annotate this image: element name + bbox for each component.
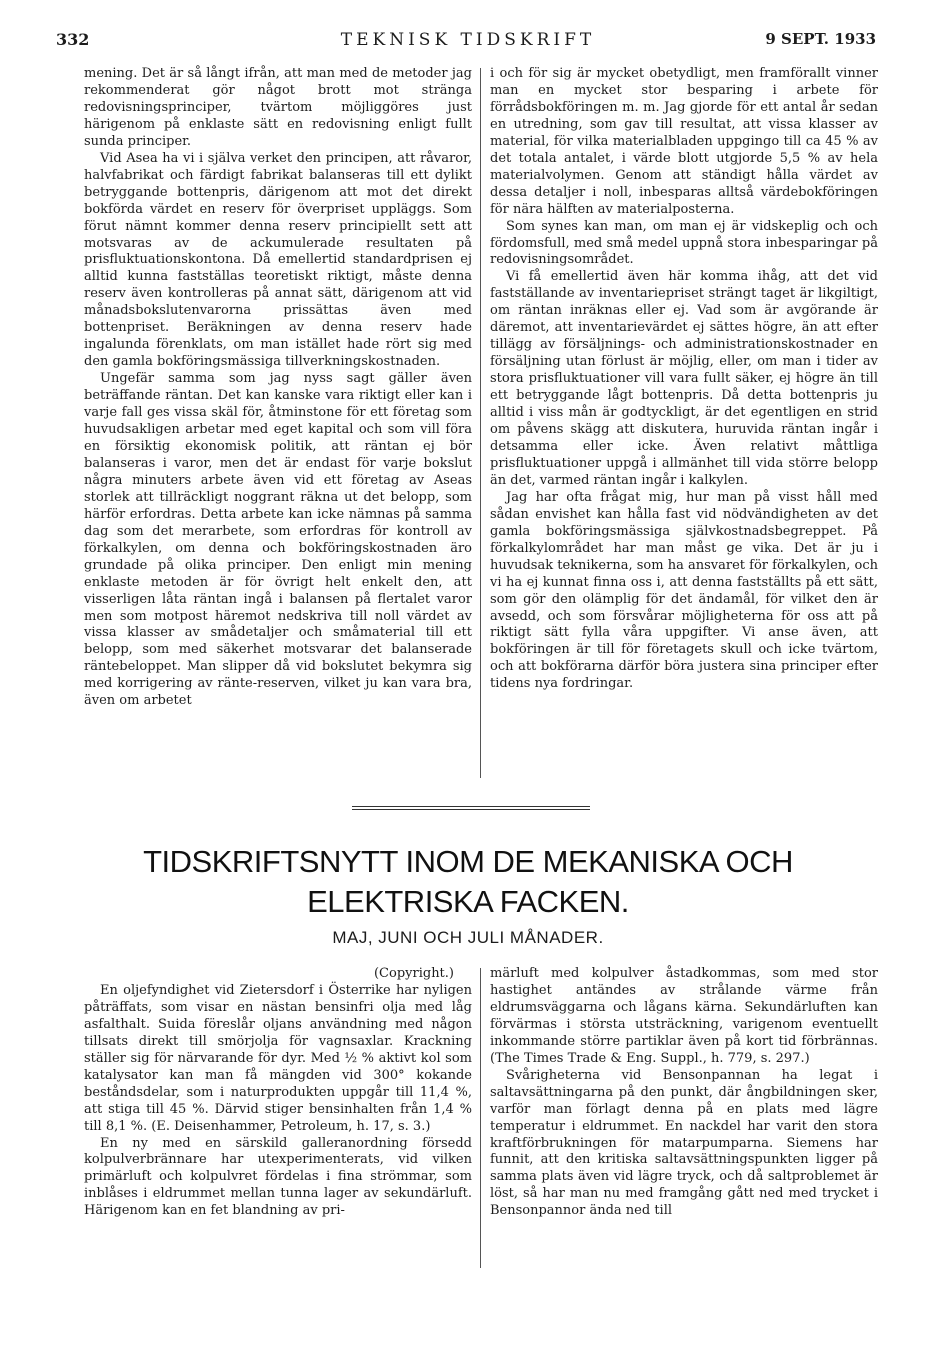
paragraph: En ny med en särskild galleranordning försedd kolpulverbrännare har utexperimenterats, vid vilken primärluft och kolpulvret fördelas i fina strömmar, som inblåses i eldrummet mellan tunna lager av sekundärluft. Härigenom kan en fet blandning av pri- [84,1135,472,1219]
column-divider [480,968,481,1268]
paragraph: Som synes kan man, om man ej är vidskeplig och och fördomsfull, med små medel uppnå stora inbesparingar på redovisningsområdet. [490,218,878,268]
issue-date: 9 SEPT. 1933 [765,30,876,48]
article-bottom-right-column [490,966,878,1220]
section-title-line: TIDSKRIFTSNYTT INOM DE MEKANISKA OCH [143,844,793,879]
page-header [0,30,936,56]
page-number: 332 [56,30,90,49]
copyright-note: (Copyright.) [373,966,454,981]
section-subtitle: MAJ, JUNI OCH JULI MÅNADER. [332,928,604,947]
journal-title: TEKNISK TIDSKRIFT [340,30,596,50]
paragraph: Vid Asea ha vi i själva verket den principen, att råvaror, halvfabrikat och färdigt fabrikat balanseras till ett dylikt betryggande bottenpris, därigenom att mot det direkt bokförda värdet en reserv för överpriset uppläggs. Som förut nämnt kommer denna reserv principiellt sett att motsvaras av de ackumulerade resultaten på prisfluktuationskontona. Då emellertid standardprisen ej alltid kunna fastställas teoretiskt riktigt, måste denna reserv även kontrolleras på annat sätt, därigenom att vid månadsbokslutenvarorna prissättas även med bottenpriset. Beräkningen av denna reserv hade ingalunda förenklats, om man istället hade rört sig med den gamla bokföringsmässiga tillverkningskostnaden. [84,150,472,370]
paragraph: Jag har ofta frågat mig, hur man på visst håll med sådan envishet kan hålla fast vid nödvändigheten av det gamla bokföringsmässiga självkostnadsbegreppet. På förkalkylområdet har man måst ge vika. Det är ju i huvudsak teknikerna, som ha ansvaret för förkalkylen, och vi ha ej kunnat finna oss i, att denna fastställts på ett sätt, som gör den olämplig för det ändamål, för vilket den är avsedd, och som försvårar möjligheterna för oss att på riktigt sätt fylla våra uppgifter. Vi anse även, att bokföringen är till för företagets skull och icke tvärtom, och att bokförarna därför böra justera sina principer efter tidens nya fordringar. [490,489,878,692]
section-title-line: ELEKTRISKA FACKEN. [307,884,629,919]
article-bottom-left-column [84,966,472,1220]
section-divider [352,806,590,810]
column-divider [480,68,481,778]
paragraph: i och för sig är mycket obetydligt, men framförallt vinner man en mycket stor besparing i arbete för förrådsbokföringen m. m. Jag gjorde för ett antal år sedan en utredning, som gav till resultat, att vissa klasser av material, för vilka materialbladen uppgingo till ca 45 % av det totala antalet, i värde blott utgjorde 5,5 % av hela materialvolymen. Genom att ständigt hålla värdet av dessa detaljer i noll, inbesparas alltså värdebokföringen för nära hälften av materialposterna. [490,66,878,217]
paragraph: märluft med kolpulver åstadkommas, som med stor hastighet antändes av strålande värme från eldrumsväggarna och lågans kärna. Sekundärluften kan förvärmas i största utsträckning, varigenom eventuellt inkommande större partiklar även på kort tid förbrännas. (The Times Trade & Eng. Suppl., h. 779, s. 297.) [490,966,878,1066]
paragraph: Svårigheterna vid Bensonpannan ha legat i saltavsättningarna på den punkt, där ångbildningen sker, varför man förlagt denna på en plats med lägre temperatur i eldrummet. En nackdel har varit den stora kraftförbrukningen för matarpumparna. Siemens har funnit, att den kritiska saltavsättningspunkten ligger på samma plats även vid lägre tryck, och då saltproblemet är löst, så har man nu med framgång gått ned med trycket i Bensonpannor ända ned till [490,1067,878,1219]
article-top-left-column [84,66,472,710]
paragraph: Ungefär samma som jag nyss sagt gäller även beträffande räntan. Det kan kanske vara riktigt eller kan i varje fall ges vissa skäl för, åtminstone för ett företag som huvudsakligen arbetar med eget kapital och som vill föra en försiktig ekonomisk politik, att räntan ej bör balanseras i varor, men det är endast för varje bokslut några minuters arbete även vid ett företag av Aseas storlek att tillräckligt noggrant räkna ut det belopp, som härför erfordras. Detta arbete kan icke nämnas på samma dag som det merarbete, som erfordras för kontroll av förkalkylen, om denna och bokföringskostnaden äro grundade på olika principer. Den enligt min mening enklaste metoden är för övrigt helt enkelt den, att visserligen låta räntan ingå i balansen på flertalet varor men som motpost häremot nedskriva till noll värdet av vissa klasser av smådetaljer och småmaterial till ett belopp, som med säkerhet motsvarar det balanserade räntebeloppet. Man slipper då vid bokslutet bekymra sig med korrigering av ränte-reserven, vilket ju kan vara bra, även om arbetet [84,371,472,709]
article-top-right-column [490,66,878,693]
paragraph: En oljefyndighet vid Zietersdorf i Österrike har nyligen påträffats, som visar en nästan bensinfri olja med låg asfalthalt. Suida föreslår oljans användning med någon tillsats direkt till smörjolja för vagnsaxlar. Krackning ställer sig för närvarande för dyr. Med ½ % aktivt kol som katalysator kan man få mängden vid 300° kokande beståndsdelar, som i naturprodukten uppgår till 11,4 %, att stiga till 45 %. Därvid stiger bensinhalten från 1,4 % till 8,1 %. (E. Deisenhammer, Petroleum, h. 17, s. 3.) [84,982,472,1134]
section-title [60,842,876,922]
paragraph: mening. Det är så långt ifrån, att man med de metoder jag rekommenderat gör något brott mot stränga redovisningsprinciper, tvärtom möjliggöres just härigenom på enklaste sätt en redovisning enligt fullt sunda principer. [84,66,472,149]
paragraph: Vi få emellertid även här komma ihåg, att det vid fastställande av inventariepriset strängt taget är likgiltigt, om räntan inräknas eller ej. Vad som är avgörande är däremot, att inventarievärdet ej sättes högre, än att efter tillägg av försäljnings- och administrationskostnader en försäljning utan förlust är möjlig, eller, om man i tider av stora prisfluktuationer vill vara fullt säker, ej högre än till ett betryggande lågt bottenpris. Då detta bottenpris ju alltid i viss mån är godtyckligt, är det egentligen en strid om påvens skägg att diskutera, huruvida räntan ingår i detsamma eller icke. Även relativt måttliga prisfluktuationer uppgå i allmänhet till vida större belopp än det, varmed räntan ingår i kalkylen. [490,269,878,488]
